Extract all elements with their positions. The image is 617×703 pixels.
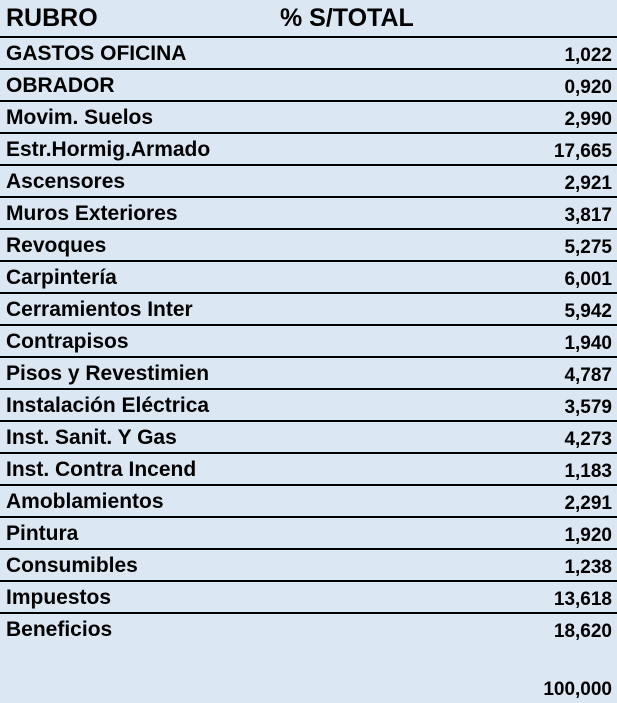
row-value: 1,022 [564,45,612,66]
row-label: GASTOS OFICINA [6,42,187,65]
row-label: Pintura [6,522,79,545]
row-label: Revoques [6,234,107,257]
row-label: Contrapisos [6,330,129,353]
table-row [0,358,617,390]
table-row [0,454,617,486]
table-row [0,518,617,550]
row-value: 3,579 [564,397,612,418]
row-value: 17,665 [553,141,612,162]
row-label: Carpintería [6,266,117,289]
row-value: 2,990 [564,109,612,130]
row-value: 1,920 [564,525,612,546]
row-label: Instalación Eléctrica [6,394,210,417]
grand-total: 100,000 [543,679,612,700]
row-label: Inst. Contra Incend [6,458,197,481]
header-rubro: RUBRO [6,4,98,32]
table-row [0,198,617,230]
table-row [0,550,617,582]
row-label: Estr.Hormig.Armado [6,138,211,161]
table-row [0,102,617,134]
table-row [0,230,617,262]
table-row [0,166,617,198]
row-value: 4,273 [564,429,612,450]
row-value: 4,787 [564,365,612,386]
table-row [0,134,617,166]
row-value: 1,940 [564,333,612,354]
row-label: Beneficios [6,618,113,641]
table-row [0,390,617,422]
row-value: 3,817 [564,205,612,226]
row-label: Cerramientos Inter [6,298,193,321]
row-value: 2,921 [564,173,612,194]
row-value: 1,183 [564,461,612,482]
header-percent-total: % S/TOTAL [280,4,414,32]
row-value: 2,291 [564,493,612,514]
row-value: 18,620 [553,621,612,642]
row-value: 1,238 [564,557,612,578]
row-value: 6,001 [564,269,612,290]
table-row [0,70,617,102]
row-value: 5,942 [564,301,612,322]
row-value: 0,920 [564,77,612,98]
row-label: Inst. Sanit. Y Gas [6,426,177,449]
table-row [0,294,617,326]
table-row [0,582,617,614]
row-label: Movim. Suelos [6,106,154,129]
row-label: OBRADOR [6,74,115,97]
row-label: Muros Exteriores [6,202,178,225]
table-row [0,38,617,70]
table-row [0,614,617,644]
table-body [0,38,617,644]
row-label: Consumibles [6,554,138,577]
row-label: Amoblamientos [6,490,164,513]
table-row [0,262,617,294]
table-row [0,486,617,518]
table-row [0,422,617,454]
row-label: Impuestos [6,586,112,609]
row-label: Ascensores [6,170,126,193]
table-row [0,326,617,358]
table-header [0,0,617,38]
row-label: Pisos y Revestimien [6,362,210,385]
row-value: 13,618 [553,589,612,610]
row-value: 5,275 [564,237,612,258]
